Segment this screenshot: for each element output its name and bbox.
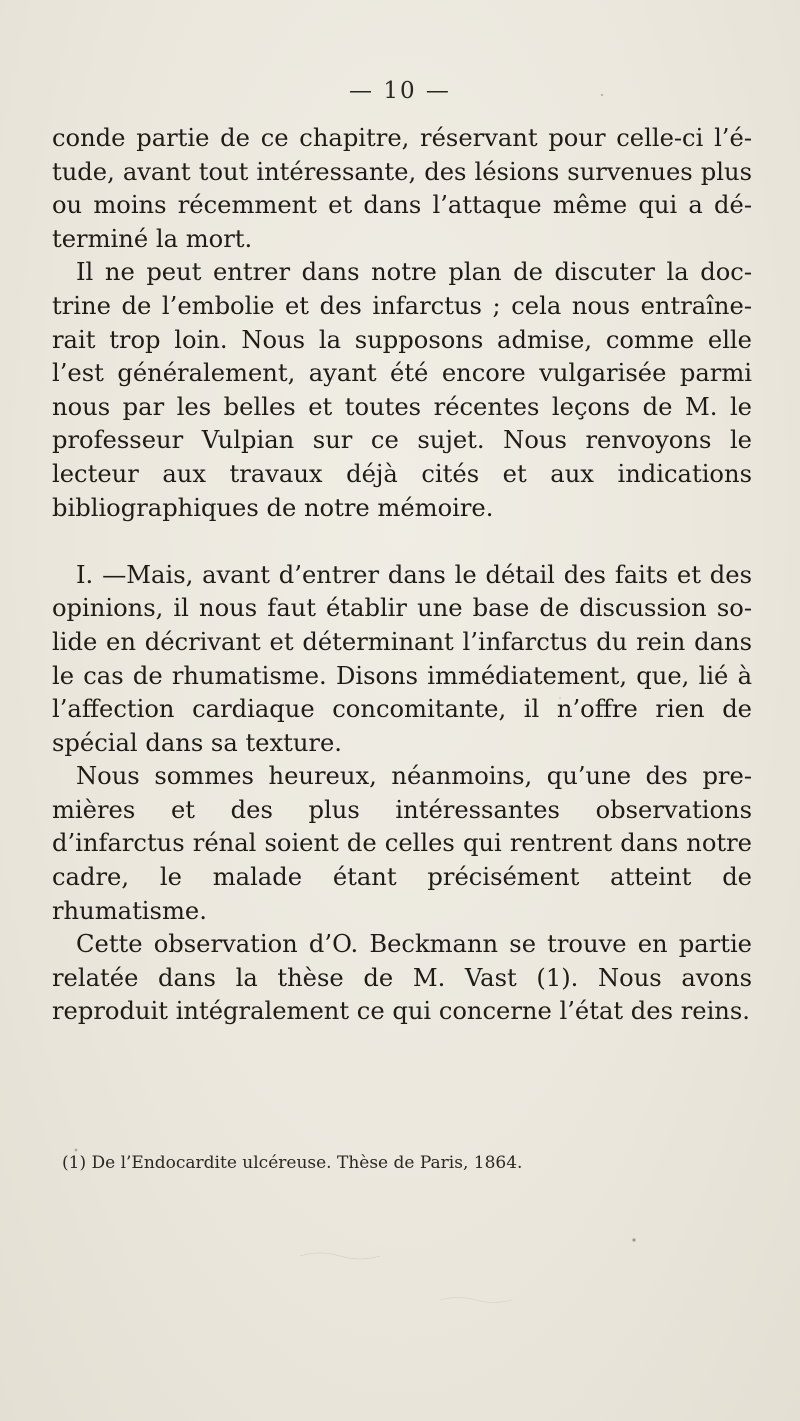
paragraph-5: Cette observation d’O. Beckmann se trouve en partie relatée dans la thèse de M. Vast (1). Nous avons reproduit intégralement ce qui concerne l’état des reins. bbox=[52, 930, 752, 1026]
footnote: (1) De l’Endocardite ulcéreuse. Thèse de Paris, 1864. bbox=[62, 1153, 523, 1173]
paragraph-4: Nous sommes heureux, néanmoins, qu’une des premières et des plus intéressantes observations d’infarctus rénal soient de celles qui rentrent dans notre cadre, le malade étant précisément atteint de rhumatisme. bbox=[52, 762, 752, 925]
paragraph-3: I. —Mais, avant d’entrer dans le détail des faits et des opinions, il nous faut établir une base de discussion solide en décrivant et déterminant l’infarctus du rein dans le cas de rhumatisme. Disons immédiatement, que, lié à l’affection cardiaque concomitante, il n’offre rien de spécial dans sa texture. bbox=[52, 560, 752, 757]
page-number: — 10 — bbox=[349, 78, 451, 104]
body-text bbox=[52, 122, 752, 1029]
paragraph-2: Il ne peut entrer dans notre plan de discuter la doctrine de l’embolie et des infarctus ; cela nous entraînerait trop loin. Nous la supposons admise, comme elle l’est généralement, ayant été encore vulgarisée parmi nous par les belles et toutes récentes leçons de M. le professeur Vulpian sur ce sujet. Nous renvoyons le lecteur aux travaux déjà cités et aux indications bibliographiques de notre mémoire. bbox=[52, 258, 752, 522]
paragraph-1: conde partie de ce chapitre, réservant pour celle-ci l’étude, avant tout intéressante, des lésions survenues plus ou moins récemment et dans l’attaque même qui a déterminé la mort. bbox=[52, 124, 752, 253]
